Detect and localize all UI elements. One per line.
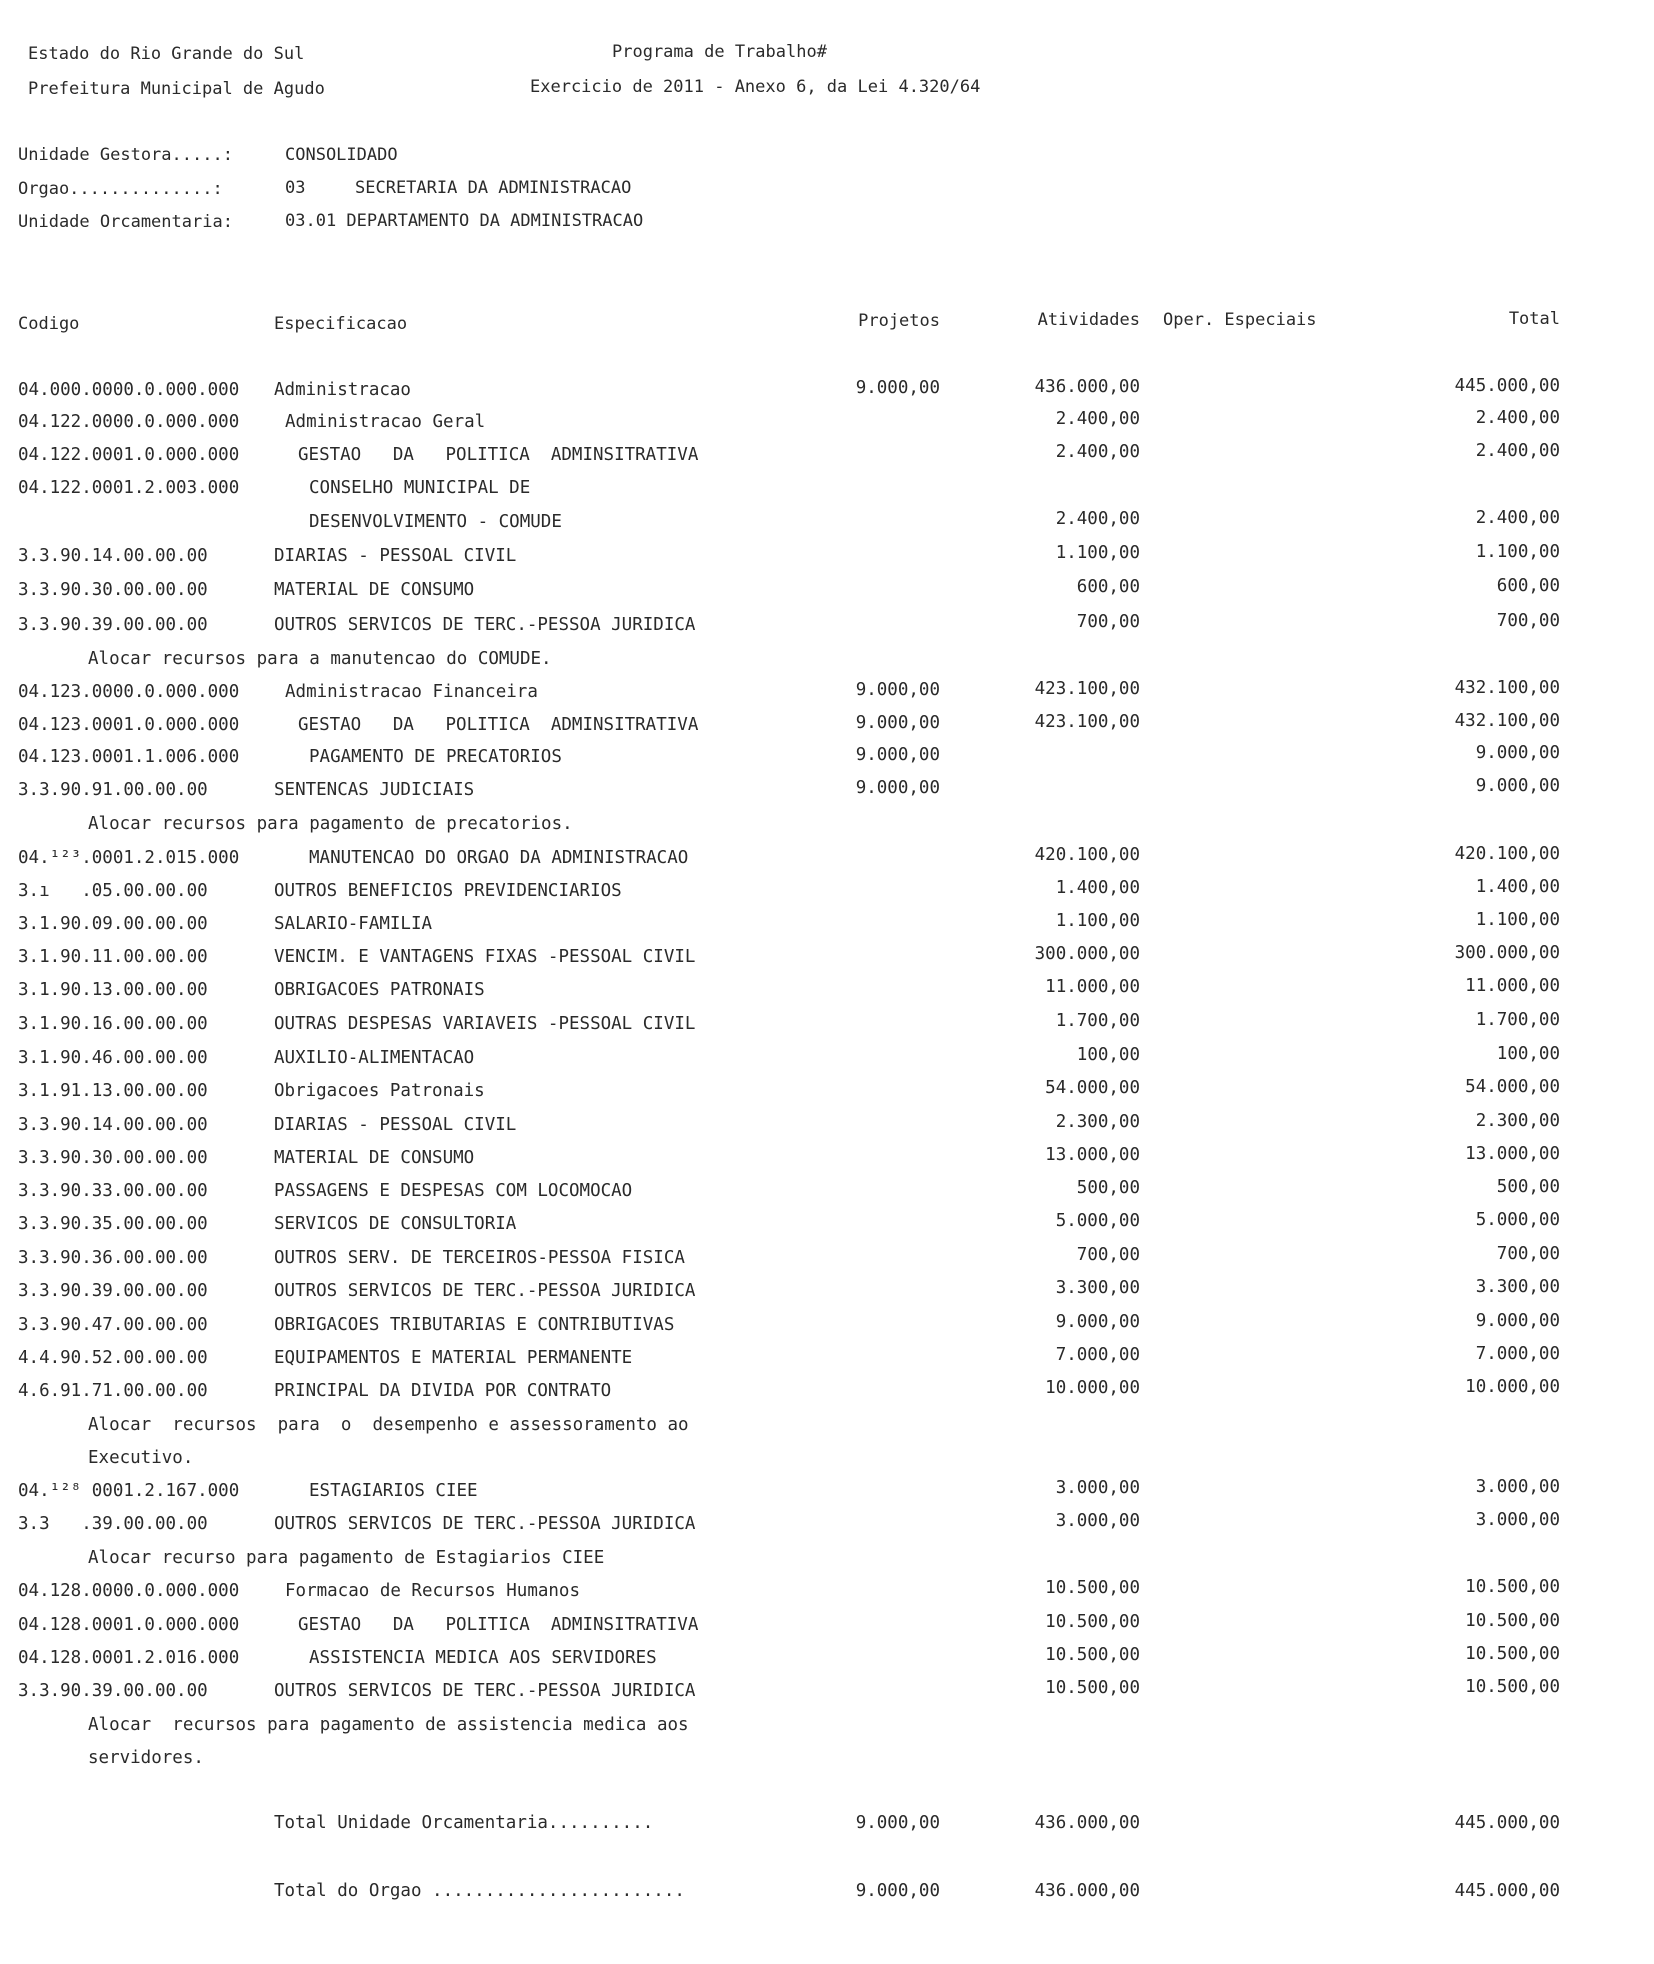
row-specification: ESTAGIARIOS CIEE [309, 1481, 478, 1501]
row-code: 3.3.90.36.00.00.00 [18, 1248, 208, 1268]
row-projects-value: 9.000,00 [855, 745, 940, 765]
row-total-value: 3.000,00 [1475, 1477, 1560, 1497]
row-projects-value: 9.000,00 [855, 378, 940, 398]
row-total-value: 9.000,00 [1475, 776, 1560, 796]
budget-unit-value: 03.01 DEPARTAMENTO DA ADMINISTRACAO [285, 211, 644, 231]
row-code: 3.3 .39.00.00.00 [18, 1514, 208, 1534]
row-code: 04.128.0000.0.000.000 [18, 1581, 240, 1601]
row-activities-value: 7.000,00 [1055, 1345, 1140, 1365]
row-specification: ASSISTENCIA MEDICA AOS SERVIDORES [309, 1648, 657, 1668]
organ-code: 03 [285, 178, 306, 198]
row-specification: OUTRAS DESPESAS VARIAVEIS -PESSOAL CIVIL [274, 1014, 696, 1034]
row-activities-value: 600,00 [1076, 577, 1140, 597]
row-note: Alocar recursos para a manutencao do COMUDE. [88, 649, 552, 669]
row-total-value: 13.000,00 [1465, 1144, 1560, 1164]
total-projects-value: 9.000,00 [855, 1881, 940, 1901]
row-note: Alocar recursos para o desempenho e assessoramento ao [88, 1415, 689, 1435]
row-total-value: 700,00 [1496, 1244, 1560, 1264]
row-total-value: 3.300,00 [1475, 1277, 1560, 1297]
row-code: 3.3.90.14.00.00.00 [18, 1115, 208, 1135]
row-specification: OUTROS SERVICOS DE TERC.-PESSOA JURIDICA [274, 1681, 696, 1701]
row-activities-value: 700,00 [1076, 612, 1140, 632]
row-specification: MATERIAL DE CONSUMO [274, 580, 475, 600]
row-code: 04.128.0001.0.000.000 [18, 1615, 240, 1635]
row-total-value: 54.000,00 [1465, 1077, 1560, 1097]
row-activities-value: 436.000,00 [1034, 377, 1140, 397]
row-total-value: 432.100,00 [1454, 711, 1560, 731]
row-total-value: 10.500,00 [1465, 1577, 1560, 1597]
row-specification: OUTROS SERVICOS DE TERC.-PESSOA JURIDICA [274, 1281, 696, 1301]
row-specification: EQUIPAMENTOS E MATERIAL PERMANENTE [274, 1348, 633, 1368]
row-code: 3.3.90.47.00.00.00 [18, 1315, 208, 1335]
row-specification: SALARIO-FAMILIA [274, 914, 433, 934]
row-total-value: 445.000,00 [1454, 376, 1560, 396]
total-grand-value: 445.000,00 [1454, 1881, 1560, 1901]
row-activities-value: 423.100,00 [1034, 712, 1140, 732]
row-specification: GESTAO DA POLITICA ADMINSITRATIVA [298, 445, 699, 465]
row-activities-value: 10.000,00 [1045, 1378, 1140, 1398]
row-total-value: 2.400,00 [1475, 408, 1560, 428]
row-note: servidores. [88, 1748, 204, 1768]
municipality-name: Prefeitura Municipal de Agudo [28, 79, 325, 99]
row-specification: MANUTENCAO DO ORGAO DA ADMINISTRACAO [309, 848, 689, 868]
row-activities-value: 9.000,00 [1055, 1312, 1140, 1332]
row-note: Alocar recurso para pagamento de Estagiarios CIEE [88, 1548, 605, 1568]
row-activities-value: 5.000,00 [1055, 1211, 1140, 1231]
row-note: Alocar recursos para pagamento de precatorios. [88, 814, 573, 834]
row-activities-value: 420.100,00 [1034, 845, 1140, 865]
row-specification: SERVICOS DE CONSULTORIA [274, 1214, 517, 1234]
total-activities-value: 436.000,00 [1034, 1813, 1140, 1833]
row-activities-value: 10.500,00 [1045, 1612, 1140, 1632]
row-code: 04.123.0000.0.000.000 [18, 682, 240, 702]
row-code: 04.122.0001.2.003.000 [18, 478, 240, 498]
row-activities-value: 2.400,00 [1055, 509, 1140, 529]
program-title: Programa de Trabalho# [612, 42, 827, 62]
row-code: 4.6.91.71.00.00.00 [18, 1381, 208, 1401]
total-label: Total do Orgao ........................ [274, 1881, 685, 1901]
row-activities-value: 3.000,00 [1055, 1478, 1140, 1498]
row-activities-value: 2.400,00 [1055, 409, 1140, 429]
row-projects-value: 9.000,00 [855, 778, 940, 798]
row-code: 04.¹²³.0001.2.015.000 [18, 848, 240, 868]
row-activities-value: 2.400,00 [1055, 442, 1140, 462]
row-note: Alocar recursos para pagamento de assistencia medica aos [88, 1715, 689, 1735]
row-code: 3.3.90.39.00.00.00 [18, 1681, 208, 1701]
row-code: 3.3.90.30.00.00.00 [18, 1148, 208, 1168]
row-specification: DIARIAS - PESSOAL CIVIL [274, 1115, 517, 1135]
row-activities-value: 1.100,00 [1055, 543, 1140, 563]
row-specification: Administracao Geral [285, 412, 486, 432]
row-total-value: 10.500,00 [1465, 1644, 1560, 1664]
row-total-value: 420.100,00 [1454, 844, 1560, 864]
row-total-value: 500,00 [1496, 1177, 1560, 1197]
row-total-value: 9.000,00 [1475, 1311, 1560, 1331]
row-specification: OUTROS BENEFICIOS PREVIDENCIARIOS [274, 881, 622, 901]
row-total-value: 10.500,00 [1465, 1677, 1560, 1697]
row-code: 04.123.0001.1.006.000 [18, 747, 240, 767]
row-total-value: 10.000,00 [1465, 1377, 1560, 1397]
column-header-activities: Atividades [1037, 310, 1140, 330]
row-specification: OBRIGACOES TRIBUTARIAS E CONTRIBUTIVAS [274, 1315, 675, 1335]
row-code: 04.122.0000.0.000.000 [18, 412, 240, 432]
total-activities-value: 436.000,00 [1034, 1881, 1140, 1901]
row-code: 3.3.90.14.00.00.00 [18, 546, 208, 566]
row-total-value: 600,00 [1496, 576, 1560, 596]
row-total-value: 432.100,00 [1454, 678, 1560, 698]
total-label: Total Unidade Orcamentaria.......... [274, 1813, 654, 1833]
row-activities-value: 500,00 [1076, 1178, 1140, 1198]
row-code: 04.¹²⁸ 0001.2.167.000 [18, 1481, 240, 1501]
row-activities-value: 10.500,00 [1045, 1578, 1140, 1598]
row-specification: PAGAMENTO DE PRECATORIOS [309, 747, 562, 767]
row-specification: SENTENCAS JUDICIAIS [274, 780, 475, 800]
row-note: Executivo. [88, 1448, 194, 1468]
row-projects-value: 9.000,00 [855, 680, 940, 700]
row-total-value: 2.300,00 [1475, 1111, 1560, 1131]
row-specification: Formacao de Recursos Humanos [285, 1581, 581, 1601]
row-total-value: 10.500,00 [1465, 1611, 1560, 1631]
row-total-value: 2.400,00 [1475, 508, 1560, 528]
row-code: 3.1.90.46.00.00.00 [18, 1048, 208, 1068]
row-total-value: 300.000,00 [1454, 943, 1560, 963]
row-code: 3.1.90.13.00.00.00 [18, 980, 208, 1000]
total-grand-value: 445.000,00 [1454, 1813, 1560, 1833]
row-activities-value: 3.000,00 [1055, 1511, 1140, 1531]
row-activities-value: 54.000,00 [1045, 1078, 1140, 1098]
row-specification: DESENVOLVIMENTO - COMUDE [309, 512, 562, 532]
row-specification: GESTAO DA POLITICA ADMINSITRATIVA [298, 715, 699, 735]
row-activities-value: 10.500,00 [1045, 1678, 1140, 1698]
row-code: 3.1.91.13.00.00.00 [18, 1081, 208, 1101]
state-name: Estado do Rio Grande do Sul [28, 44, 305, 64]
row-specification: GESTAO DA POLITICA ADMINSITRATIVA [298, 1615, 699, 1635]
row-activities-value: 1.700,00 [1055, 1011, 1140, 1031]
row-specification: OBRIGACOES PATRONAIS [274, 980, 485, 1000]
row-specification: Administracao Financeira [285, 682, 538, 702]
row-total-value: 100,00 [1496, 1044, 1560, 1064]
row-specification: OUTROS SERV. DE TERCEIROS-PESSOA FISICA [274, 1248, 685, 1268]
row-activities-value: 300.000,00 [1034, 944, 1140, 964]
unit-value: CONSOLIDADO [285, 145, 398, 165]
row-total-value: 11.000,00 [1465, 976, 1560, 996]
row-total-value: 700,00 [1496, 611, 1560, 631]
row-activities-value: 100,00 [1076, 1045, 1140, 1065]
row-specification: PASSAGENS E DESPESAS COM LOCOMOCAO [274, 1181, 633, 1201]
row-specification: CONSELHO MUNICIPAL DE [309, 478, 531, 498]
row-total-value: 1.100,00 [1475, 910, 1560, 930]
row-specification: PRINCIPAL DA DIVIDA POR CONTRATO [274, 1381, 612, 1401]
budget-unit-label: Unidade Orcamentaria: [18, 212, 233, 232]
row-total-value: 2.400,00 [1475, 441, 1560, 461]
row-code: 04.122.0001.0.000.000 [18, 445, 240, 465]
row-total-value: 1.400,00 [1475, 877, 1560, 897]
exercise-title: Exercicio de 2011 - Anexo 6, da Lei 4.320/64 [530, 77, 981, 97]
row-specification: VENCIM. E VANTAGENS FIXAS -PESSOAL CIVIL [274, 947, 696, 967]
row-activities-value: 1.400,00 [1055, 878, 1140, 898]
row-specification: Administracao [274, 380, 411, 400]
row-activities-value: 700,00 [1076, 1245, 1140, 1265]
row-activities-value: 1.100,00 [1055, 911, 1140, 931]
row-specification: OUTROS SERVICOS DE TERC.-PESSOA JURIDICA [274, 615, 696, 635]
row-total-value: 5.000,00 [1475, 1210, 1560, 1230]
column-header-special-operations: Oper. Especiais [1163, 310, 1317, 330]
row-specification: MATERIAL DE CONSUMO [274, 1148, 475, 1168]
total-projects-value: 9.000,00 [855, 1813, 940, 1833]
row-specification: DIARIAS - PESSOAL CIVIL [274, 546, 517, 566]
row-code: 3.3.90.30.00.00.00 [18, 580, 208, 600]
row-code: 3.3.90.91.00.00.00 [18, 780, 208, 800]
row-activities-value: 13.000,00 [1045, 1145, 1140, 1165]
row-specification: Obrigacoes Patronais [274, 1081, 485, 1101]
row-total-value: 1.700,00 [1475, 1010, 1560, 1030]
organ-value: SECRETARIA DA ADMINISTRACAO [355, 178, 632, 198]
row-specification: OUTROS SERVICOS DE TERC.-PESSOA JURIDICA [274, 1514, 696, 1534]
row-total-value: 1.100,00 [1475, 542, 1560, 562]
row-activities-value: 423.100,00 [1034, 679, 1140, 699]
row-activities-value: 11.000,00 [1045, 977, 1140, 997]
row-code: 4.4.90.52.00.00.00 [18, 1348, 208, 1368]
column-header-projects: Projetos [858, 311, 940, 331]
row-total-value: 7.000,00 [1475, 1344, 1560, 1364]
column-header-specification: Especificacao [274, 314, 408, 334]
column-header-code: Codigo [18, 314, 80, 334]
row-code: 04.000.0000.0.000.000 [18, 380, 240, 400]
row-activities-value: 2.300,00 [1055, 1112, 1140, 1132]
row-code: 3.1.90.11.00.00.00 [18, 947, 208, 967]
row-activities-value: 3.300,00 [1055, 1278, 1140, 1298]
row-code: 3.1.90.09.00.00.00 [18, 914, 208, 934]
row-code: 3.1.90.16.00.00.00 [18, 1014, 208, 1034]
row-code: 3.3.90.39.00.00.00 [18, 1281, 208, 1301]
unit-label: Unidade Gestora.....: [18, 145, 233, 165]
row-code: 3.3.90.39.00.00.00 [18, 615, 208, 635]
row-code: 04.123.0001.0.000.000 [18, 715, 240, 735]
row-code: 3.ı .05.00.00.00 [18, 881, 208, 901]
row-projects-value: 9.000,00 [855, 713, 940, 733]
row-activities-value: 10.500,00 [1045, 1645, 1140, 1665]
row-total-value: 9.000,00 [1475, 743, 1560, 763]
row-code: 3.3.90.33.00.00.00 [18, 1181, 208, 1201]
column-header-total: Total [1508, 309, 1560, 329]
row-total-value: 3.000,00 [1475, 1510, 1560, 1530]
row-specification: AUXILIO-ALIMENTACAO [274, 1048, 475, 1068]
organ-label: Orgao..............: [18, 179, 223, 199]
row-code: 04.128.0001.2.016.000 [18, 1648, 240, 1668]
row-code: 3.3.90.35.00.00.00 [18, 1214, 208, 1234]
